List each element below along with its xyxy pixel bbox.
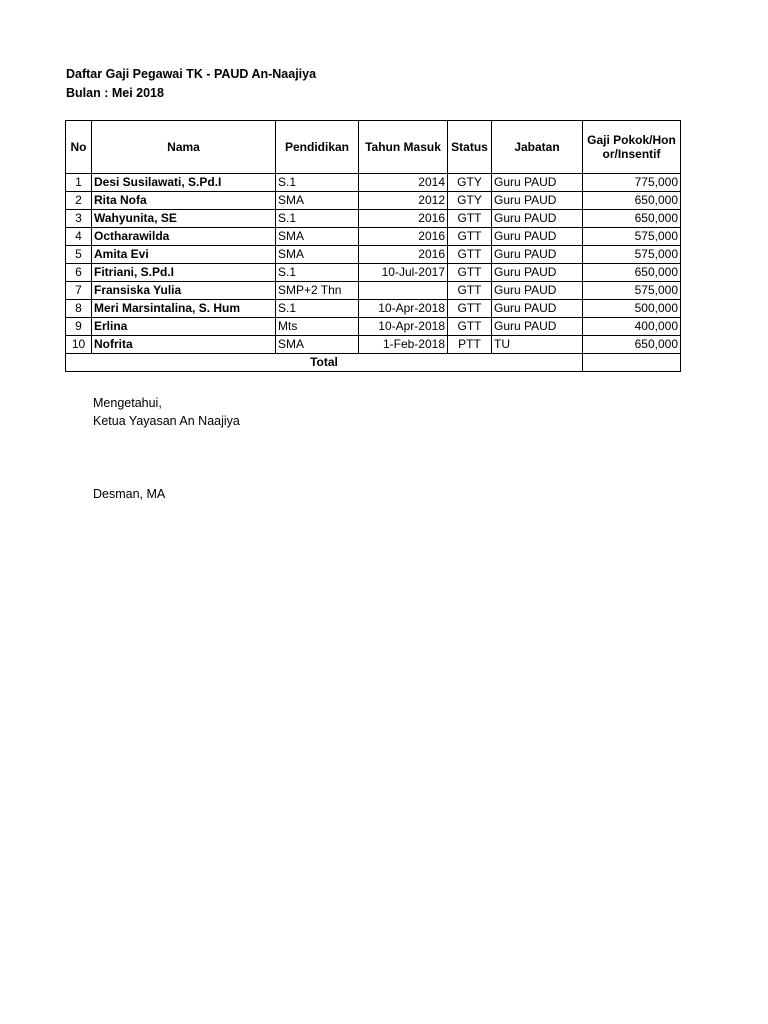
cell-nama: Meri Marsintalina, S. Hum: [92, 300, 276, 318]
total-row: [66, 354, 681, 372]
header-gaji: Gaji Pokok/Honor/Insentif: [583, 121, 681, 174]
table-row: [66, 336, 681, 354]
cell-no: 8: [66, 300, 92, 318]
cell-nama: Nofrita: [92, 336, 276, 354]
cell-status: GTT: [448, 210, 492, 228]
cell-status: GTT: [448, 282, 492, 300]
document-title: Daftar Gaji Pegawai TK - PAUD An-Naajiya: [66, 67, 317, 81]
cell-pendidikan: SMA: [276, 246, 359, 264]
document-period: Bulan : Mei 2018: [66, 86, 164, 100]
cell-gaji: 400,000: [583, 318, 681, 336]
cell-nama: Desi Susilawati, S.Pd.I: [92, 174, 276, 192]
cell-jabatan: Guru PAUD: [492, 210, 583, 228]
cell-pendidikan: S.1: [276, 264, 359, 282]
cell-nama: Erlina: [92, 318, 276, 336]
table-row: [66, 228, 681, 246]
cell-pendidikan: SMA: [276, 192, 359, 210]
table-row: [66, 264, 681, 282]
cell-tahun-masuk: 2014: [359, 174, 448, 192]
cell-jabatan: Guru PAUD: [492, 192, 583, 210]
table-row: [66, 210, 681, 228]
cell-status: GTT: [448, 228, 492, 246]
cell-pendidikan: S.1: [276, 300, 359, 318]
cell-pendidikan: SMA: [276, 336, 359, 354]
signer-name: Desman, MA: [93, 487, 166, 501]
cell-jabatan: Guru PAUD: [492, 318, 583, 336]
cell-nama: Fitriani, S.Pd.I: [92, 264, 276, 282]
cell-no: 3: [66, 210, 92, 228]
cell-nama: Amita Evi: [92, 246, 276, 264]
cell-nama: Octharawilda: [92, 228, 276, 246]
cell-tahun-masuk: 1-Feb-2018: [359, 336, 448, 354]
cell-no: 4: [66, 228, 92, 246]
cell-no: 5: [66, 246, 92, 264]
cell-gaji: 575,000: [583, 282, 681, 300]
cell-gaji: 775,000: [583, 174, 681, 192]
cell-no: 1: [66, 174, 92, 192]
cell-no: 7: [66, 282, 92, 300]
cell-status: GTY: [448, 192, 492, 210]
cell-jabatan: Guru PAUD: [492, 264, 583, 282]
total-label: Total: [66, 354, 583, 372]
cell-gaji: 575,000: [583, 246, 681, 264]
acknowledged-label: Mengetahui,: [93, 396, 162, 410]
cell-nama: Rita Nofa: [92, 192, 276, 210]
cell-no: 6: [66, 264, 92, 282]
cell-jabatan: Guru PAUD: [492, 228, 583, 246]
cell-no: 2: [66, 192, 92, 210]
cell-tahun-masuk: 2016: [359, 246, 448, 264]
cell-pendidikan: Mts: [276, 318, 359, 336]
cell-pendidikan: SMA: [276, 228, 359, 246]
cell-pendidikan: S.1: [276, 210, 359, 228]
salary-table: [65, 120, 681, 372]
cell-gaji: 650,000: [583, 264, 681, 282]
table-row: [66, 318, 681, 336]
header-nama: Nama: [92, 121, 276, 174]
cell-tahun-masuk: 10-Apr-2018: [359, 318, 448, 336]
cell-gaji: 650,000: [583, 210, 681, 228]
table-row: [66, 282, 681, 300]
cell-jabatan: Guru PAUD: [492, 174, 583, 192]
total-value: [583, 354, 681, 372]
cell-nama: Wahyunita, SE: [92, 210, 276, 228]
signer-position: Ketua Yayasan An Naajiya: [93, 414, 240, 428]
cell-tahun-masuk: [359, 282, 448, 300]
cell-jabatan: TU: [492, 336, 583, 354]
table-row: [66, 246, 681, 264]
cell-gaji: 650,000: [583, 192, 681, 210]
table-header-row: [66, 121, 681, 174]
cell-nama: Fransiska Yulia: [92, 282, 276, 300]
cell-tahun-masuk: 2012: [359, 192, 448, 210]
cell-status: GTT: [448, 300, 492, 318]
table-row: [66, 174, 681, 192]
cell-status: GTT: [448, 318, 492, 336]
header-status: Status: [448, 121, 492, 174]
header-tahun-masuk: Tahun Masuk: [359, 121, 448, 174]
cell-tahun-masuk: 10-Apr-2018: [359, 300, 448, 318]
cell-tahun-masuk: 2016: [359, 228, 448, 246]
cell-jabatan: Guru PAUD: [492, 300, 583, 318]
cell-gaji: 575,000: [583, 228, 681, 246]
cell-jabatan: Guru PAUD: [492, 282, 583, 300]
cell-tahun-masuk: 2016: [359, 210, 448, 228]
cell-no: 9: [66, 318, 92, 336]
table-row: [66, 300, 681, 318]
cell-pendidikan: S.1: [276, 174, 359, 192]
cell-status: GTY: [448, 174, 492, 192]
table-row: [66, 192, 681, 210]
cell-status: GTT: [448, 246, 492, 264]
cell-no: 10: [66, 336, 92, 354]
cell-tahun-masuk: 10-Jul-2017: [359, 264, 448, 282]
cell-gaji: 650,000: [583, 336, 681, 354]
cell-status: PTT: [448, 336, 492, 354]
cell-gaji: 500,000: [583, 300, 681, 318]
header-pendidikan: Pendidikan: [276, 121, 359, 174]
header-no: No: [66, 121, 92, 174]
cell-pendidikan: SMP+2 Thn: [276, 282, 359, 300]
cell-jabatan: Guru PAUD: [492, 246, 583, 264]
cell-status: GTT: [448, 264, 492, 282]
header-jabatan: Jabatan: [492, 121, 583, 174]
